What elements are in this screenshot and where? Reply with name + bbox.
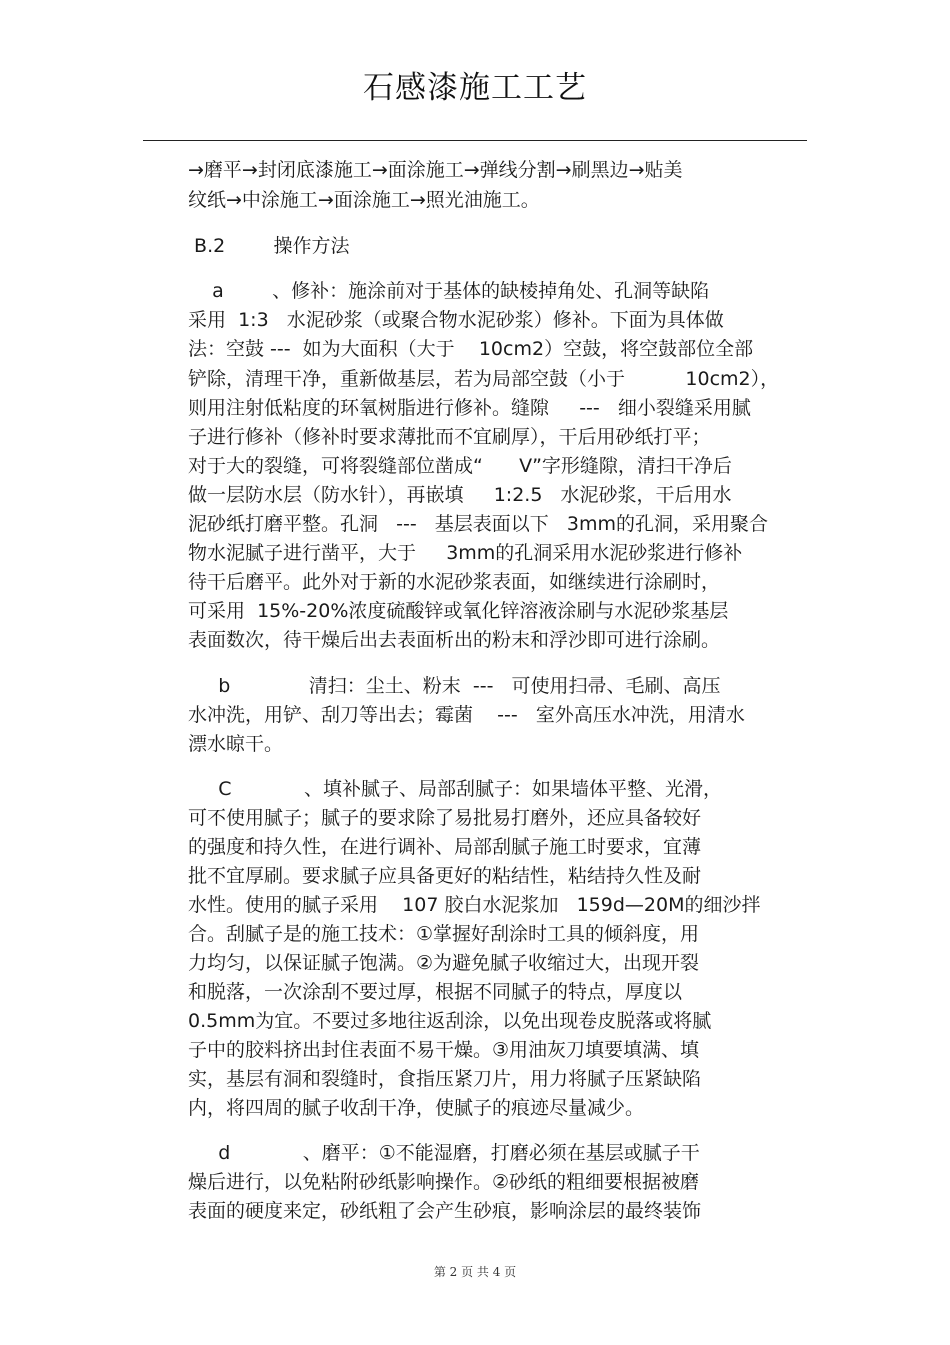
text-line: d 、磨平：①不能湿磨，打磨必须在基层或腻子干 xyxy=(188,1142,700,1164)
text-line: 则用注射低粘度的环氧树脂进行修补。缝隙 --- 细小裂缝采用腻 xyxy=(188,397,751,419)
text-line: 批不宜厚刷。要求腻子应具备更好的粘结性，粘结持久性及耐 xyxy=(188,865,702,887)
text-line: a 、修补：施涂前对于基体的缺棱掉角处、孔洞等缺陷 xyxy=(188,280,710,302)
text-line: 物水泥腻子进行凿平，大于 3mm的孔洞采用水泥砂浆进行修补 xyxy=(188,542,743,564)
text-line: 实，基层有洞和裂缝时，食指压紧刀片，用力将腻子压紧缺陷 xyxy=(188,1068,702,1090)
section-heading: B.2 操作方法 xyxy=(188,235,350,257)
text-line: 做一层防水层（防水针），再嵌填 1:2.5 水泥砂浆，干后用水 xyxy=(188,484,732,506)
text-line: 纹纸→中涂施工→面涂施工→照光油施工。 xyxy=(188,189,540,211)
page-footer: 第 2 页 共 4 页 xyxy=(433,1265,517,1279)
title-divider xyxy=(143,140,807,141)
text-line: 水冲洗，用铲、刮刀等出去；霉菌 --- 室外高压水冲洗，用清水 xyxy=(188,704,745,726)
text-line: 0.5mm为宜。不要过多地往返刮涂，以免出现卷皮脱落或将腻 xyxy=(188,1010,712,1032)
text-line: 内，将四周的腻子收刮干净，使腻子的痕迹尽量减少。 xyxy=(188,1097,645,1119)
text-line: 法：空鼓 --- 如为大面积（大于 10cm2）空鼓，将空鼓部位全部 xyxy=(188,338,754,360)
text-line: 力均匀，以保证腻子饱满。②为避免腻子收缩过大，出现开裂 xyxy=(188,952,700,974)
text-line: 表面数次，待干燥后出去表面析出的粉末和浮沙即可进行涂刷。 xyxy=(188,629,721,651)
text-line: 铲除，清理干净，重新做基层，若为局部空鼓（小于 10cm2）， xyxy=(188,368,780,390)
text-line: 可采用 15%-20%浓度硫酸锌或氧化锌溶液涂刷与水泥砂浆基层 xyxy=(188,600,729,622)
text-line: b 清扫：尘土、粉末 --- 可使用扫帚、毛刷、高压 xyxy=(188,675,721,697)
text-line: 水性。使用的腻子采用 107 胶白水泥浆加 159d—20M的细沙拌 xyxy=(188,894,761,916)
text-line: 可不使用腻子；腻子的要求除了易批易打磨外，还应具备较好 xyxy=(188,807,702,829)
text-line: →磨平→封闭底漆施工→面涂施工→弹线分割→刷黑边→贴美 xyxy=(188,159,683,181)
text-line: 子进行修补（修补时要求薄批而不宜刷厚），干后用砂纸打平； xyxy=(188,426,711,448)
text-line: 采用 1:3 水泥砂浆（或聚合物水泥砂浆）修补。下面为具体做 xyxy=(188,309,724,331)
text-line: 合。刮腻子是的施工技术：①掌握好刮涂时工具的倾斜度，用 xyxy=(188,923,700,945)
text-line: 燥后进行，以免粘附砂纸影响操作。②砂纸的粗细要根据被磨 xyxy=(188,1171,700,1193)
text-line: C 、填补腻子、局部刮腻子：如果墙体平整、光滑， xyxy=(188,778,722,800)
text-line: 泥砂纸打磨平整。孔洞 --- 基层表面以下 3mm的孔洞，采用聚合 xyxy=(188,513,769,535)
text-line: 对于大的裂缝，可将裂缝部位凿成“ V”字形缝隙，清扫干净后 xyxy=(188,455,732,477)
text-line: 的强度和持久性，在进行调补、局部刮腻子施工时要求，宜薄 xyxy=(188,836,702,858)
text-line: 漂水晾干。 xyxy=(188,733,284,755)
text-line: 和脱落，一次涂刮不要过厚，根据不同腻子的特点，厚度以 xyxy=(188,981,683,1003)
text-line: 表面的硬度来定，砂纸粗了会产生砂痕，影响涂层的最终装饰 xyxy=(188,1200,702,1222)
text-line: 待干后磨平。此外对于新的水泥砂浆表面，如继续进行涂刷时， xyxy=(188,571,721,593)
text-line: 子中的胶料挤出封住表面不易干燥。③用油灰刀填要填满、填 xyxy=(188,1039,700,1061)
document-title: 石感漆施工工艺 xyxy=(363,70,587,106)
